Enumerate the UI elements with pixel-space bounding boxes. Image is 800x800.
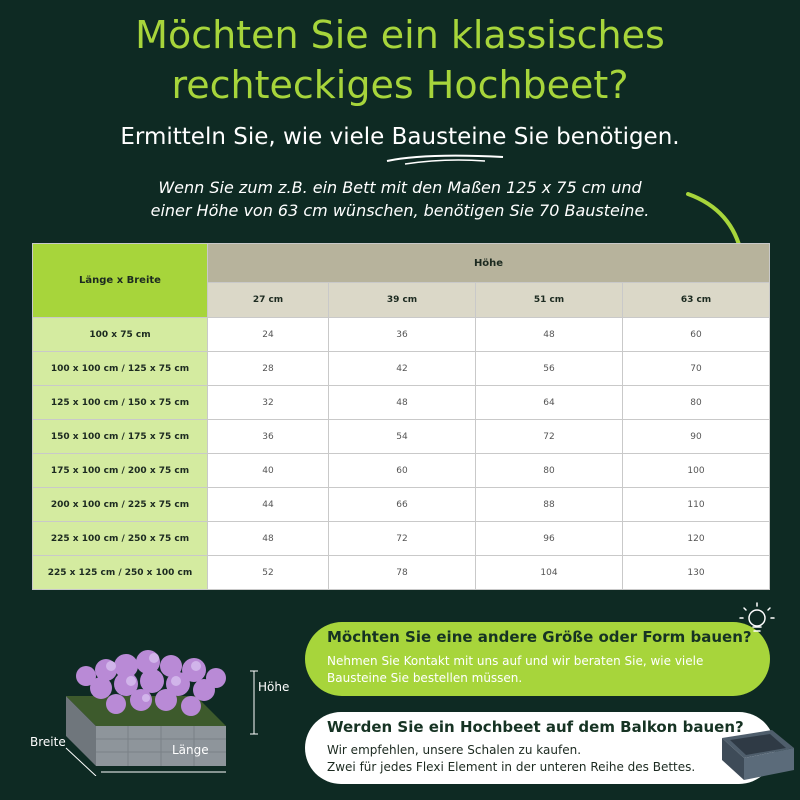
table-cell: 80 — [623, 386, 770, 420]
underline-swoosh-icon — [385, 152, 505, 166]
table-cell: 72 — [329, 522, 476, 556]
table-cell: 78 — [329, 556, 476, 590]
balcony-text — [327, 742, 727, 776]
tray-image — [712, 718, 798, 790]
subtitle-after: Sie benötigen. — [506, 124, 680, 150]
column-header: 63 cm — [623, 283, 770, 318]
table-cell: 48 — [329, 386, 476, 420]
balcony-text-line-2: Zwei für jedes Flexi Element in der unteren Reihe des Bettes. — [327, 760, 696, 774]
table-row — [33, 454, 770, 488]
intro-line-1: Wenn Sie zum z.B. ein Bett mit den Maßen 125 x 75 cm und — [158, 178, 642, 197]
bed-width-label: Breite — [30, 735, 66, 749]
title-line-2: rechteckiges Hochbeet? — [171, 63, 629, 107]
table-cell: 36 — [329, 318, 476, 352]
title-line-1: Möchten Sie ein klassisches — [135, 13, 665, 57]
table-cell: 96 — [476, 522, 623, 556]
table-cell: 48 — [208, 522, 329, 556]
balcony-text-line-1: Wir empfehlen, unsere Schalen zu kaufen. — [327, 743, 582, 757]
table-cell: 28 — [208, 352, 329, 386]
row-label: 100 x 100 cm / 125 x 75 cm — [33, 352, 208, 386]
table-cell: 44 — [208, 488, 329, 522]
bed-height-label: Höhe — [258, 680, 290, 694]
table-row — [33, 318, 770, 352]
table-cell: 90 — [623, 420, 770, 454]
table-cell: 100 — [623, 454, 770, 488]
table-cell: 54 — [329, 420, 476, 454]
table-cell: 36 — [208, 420, 329, 454]
bed-length-label: Länge — [172, 743, 209, 757]
table-cell: 88 — [476, 488, 623, 522]
table-cell: 80 — [476, 454, 623, 488]
table-cell: 52 — [208, 556, 329, 590]
table-group-header: Höhe — [208, 244, 770, 283]
table-cell: 72 — [476, 420, 623, 454]
row-label: 175 x 100 cm / 200 x 75 cm — [33, 454, 208, 488]
table-cell: 110 — [623, 488, 770, 522]
table-cell: 42 — [329, 352, 476, 386]
table-cell: 40 — [208, 454, 329, 488]
table-row — [33, 386, 770, 420]
brick-count-table — [32, 243, 770, 590]
custom-size-heading: Möchten Sie eine andere Größe oder Form bauen? — [327, 628, 752, 646]
table-cell: 120 — [623, 522, 770, 556]
table-cell: 56 — [476, 352, 623, 386]
row-label: 150 x 100 cm / 175 x 75 cm — [33, 420, 208, 454]
table-cell: 60 — [623, 318, 770, 352]
table-cell: 48 — [476, 318, 623, 352]
table-cell: 32 — [208, 386, 329, 420]
custom-size-card — [305, 622, 770, 696]
row-label: 125 x 100 cm / 150 x 75 cm — [33, 386, 208, 420]
row-label: 200 x 100 cm / 225 x 75 cm — [33, 488, 208, 522]
table-row — [33, 420, 770, 454]
table-cell: 130 — [623, 556, 770, 590]
column-header: 51 cm — [476, 283, 623, 318]
intro-line-2: einer Höhe von 63 cm wünschen, benötigen Sie 70 Bausteine. — [150, 201, 650, 220]
column-header: 27 cm — [208, 283, 329, 318]
table-row — [33, 488, 770, 522]
table-cell: 66 — [329, 488, 476, 522]
table-corner-header: Länge x Breite — [33, 244, 208, 318]
custom-size-text: Nehmen Sie Kontakt mit uns auf und wir beraten Sie, wie viele Bausteine Sie bestellen müssen. — [327, 654, 704, 685]
table-row — [33, 556, 770, 590]
table-row — [33, 522, 770, 556]
row-label: 100 x 75 cm — [33, 318, 208, 352]
balcony-heading: Werden Sie ein Hochbeet auf dem Balkon bauen? — [327, 718, 744, 736]
page-title — [0, 10, 800, 110]
raised-bed-image — [26, 626, 296, 776]
table-cell: 24 — [208, 318, 329, 352]
table-cell: 70 — [623, 352, 770, 386]
table-cell: 60 — [329, 454, 476, 488]
row-label: 225 x 125 cm / 250 x 100 cm — [33, 556, 208, 590]
lightbulb-icon — [732, 600, 782, 640]
table-row — [33, 352, 770, 386]
row-label: 225 x 100 cm / 250 x 75 cm — [33, 522, 208, 556]
subtitle — [0, 124, 800, 150]
table-cell: 104 — [476, 556, 623, 590]
column-header: 39 cm — [329, 283, 476, 318]
balcony-card — [305, 712, 775, 784]
subtitle-before: Ermitteln Sie, wie viele — [120, 124, 392, 150]
subtitle-highlight: Bausteine — [391, 124, 507, 150]
table-cell: 64 — [476, 386, 623, 420]
